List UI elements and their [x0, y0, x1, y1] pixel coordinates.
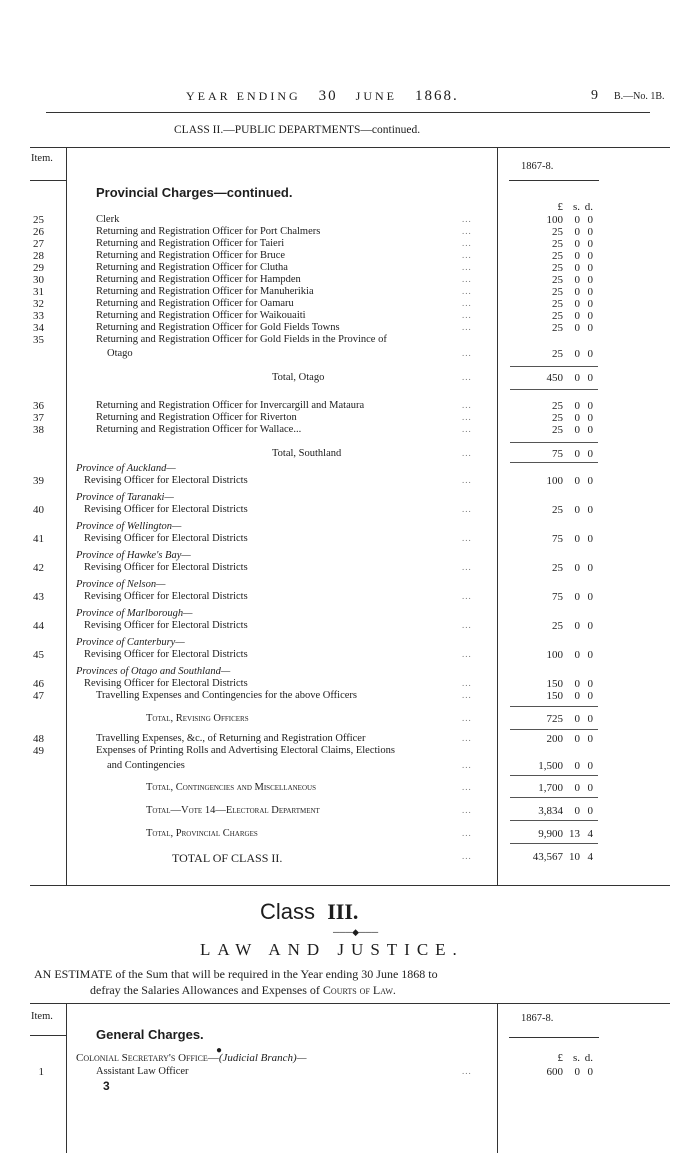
item-column-header: Item.	[31, 153, 53, 164]
item-description: Returning and Registration Officer for Clutha	[96, 262, 288, 273]
item-number: 47	[33, 690, 44, 702]
item-number: 41	[33, 533, 44, 545]
item-description: Total, Revising Officers	[146, 713, 249, 724]
item-description: Province of Nelson—	[76, 579, 166, 590]
item-description: Returning and Registration Officer for Taieri	[96, 238, 285, 249]
item-description: Total—Vote 14—Electoral Department	[146, 805, 320, 816]
total-row: Total, Otago ... 450 0 0	[272, 372, 593, 384]
section-heading: Provincial Charges—continued.	[96, 185, 293, 200]
table-row: 32 Returning and Registration Officer for Oamaru ... 25 0 0	[0, 298, 700, 311]
total-row: Total—Vote 14—Electoral Department ... 3,834 0 0	[146, 805, 593, 817]
table-row	[0, 745, 700, 758]
table-row: 25 Clerk ... 100 0 0	[0, 214, 700, 227]
item-number: 42	[33, 562, 44, 574]
item-number: 27	[33, 238, 44, 250]
item-description: Revising Officer for Electoral Districts	[84, 504, 248, 515]
year-column-header: 1867-8.	[521, 161, 554, 172]
item-description: Returning and Registration Officer for Wallace...	[96, 424, 302, 435]
item-description: Travelling Expenses and Contingencies for the above Officers	[96, 690, 357, 701]
table-row: 48 Travelling Expenses, &c., of Returning and Registration Officer ... 200 0 0	[0, 733, 700, 746]
item-description: Province of Marlborough—	[76, 608, 193, 619]
item-description: Returning and Registration Officer for Gold Fields Towns	[96, 322, 340, 333]
item-number: 45	[33, 649, 44, 661]
item-description: Revising Officer for Electoral Districts	[84, 620, 248, 631]
item-description: Province of Auckland—	[76, 463, 176, 474]
item-number: 28	[33, 250, 44, 262]
currency-header: £ s. d.	[557, 201, 593, 213]
footnote-number: 3	[103, 1079, 110, 1093]
estimate-line-2: defray the Salaries Allowances and Expenses of Courts of Law.	[90, 983, 396, 997]
grand-total-row: TOTAL OF CLASS II. ... 43,567 10 4	[172, 851, 593, 865]
table-row: and Contingencies ... 1,500 0 0	[107, 760, 593, 772]
office-heading: Colonial Secretary's Office—(Judicial Branch)—	[76, 1052, 307, 1064]
item-description: Total, Provincial Charges	[146, 828, 258, 839]
item-description: Expenses of Printing Rolls and Advertising Electoral Claims, Elections	[96, 745, 395, 756]
item-description: Province of Hawke's Bay—	[76, 550, 191, 561]
item-description: Province of Wellington—	[76, 521, 182, 532]
item-description: Province of Canterbury—	[76, 637, 185, 648]
class3-subtitle: LAW AND JUSTICE.	[200, 940, 464, 959]
item-description: Returning and Registration Officer for Port Chalmers	[96, 226, 321, 237]
item-number: 44	[33, 620, 44, 632]
class-heading: CLASS II.—PUBLIC DEPARTMENTS—continued.	[174, 124, 421, 136]
item-description: Returning and Registration Officer for Invercargill and Mataura	[96, 400, 365, 411]
item-number: 39	[33, 475, 44, 487]
table-row: 30 Returning and Registration Officer for Hampden ... 25 0 0	[0, 274, 700, 287]
item-number: 35	[33, 334, 44, 346]
item-number: 49	[33, 745, 44, 757]
item-number: 33	[33, 310, 44, 322]
item-number: 40	[33, 504, 44, 516]
item-number: 32	[33, 298, 44, 310]
class3-title: Class III.	[260, 899, 359, 924]
item-column-header-2: Item.	[31, 1011, 53, 1022]
item-description: and Contingencies	[107, 760, 185, 771]
table-row: 37 Returning and Registration Officer for Riverton ... 25 0 0	[0, 412, 700, 425]
table-row: 1 Assistant Law Officer ... 600 0 0	[38, 1066, 593, 1078]
total-row: Total, Provincial Charges ... 9,900 13 4	[146, 828, 593, 840]
item-description: Total, Southland	[272, 448, 342, 459]
currency-header-2: £ s. d.	[557, 1052, 593, 1064]
table-row: 38 Returning and Registration Officer for Wallace... ... 25 0 0	[0, 424, 700, 437]
item-number: 30	[33, 274, 44, 286]
item-number: 43	[33, 591, 44, 603]
table-row: 26 Returning and Registration Officer for Port Chalmers ... 25 0 0	[0, 226, 700, 239]
item-number: 46	[33, 678, 44, 690]
table-row: 44 Revising Officer for Electoral Districts ... 25 0 0	[0, 620, 700, 633]
document-reference: B.—No. 1B.	[614, 91, 665, 102]
item-description: Provinces of Otago and Southland—	[76, 666, 231, 677]
year-column-header-2: 1867-8.	[521, 1013, 554, 1024]
table-row: 45 Revising Officer for Electoral Districts ... 100 0 0	[0, 649, 700, 662]
ornament-diamond-icon: ───◆───	[333, 927, 379, 937]
item-description: Returning and Registration Officer for Gold Fields in the Province of	[96, 334, 387, 345]
table-row: 28 Returning and Registration Officer for Bruce ... 25 0 0	[0, 250, 700, 263]
table-row: 42 Revising Officer for Electoral Districts ... 25 0 0	[0, 562, 700, 575]
item-description: Total, Contingencies and Miscellaneous	[146, 782, 316, 793]
table-row: 31 Returning and Registration Officer for Manuherikia ... 25 0 0	[0, 286, 700, 299]
item-number: 31	[33, 286, 44, 298]
table-row: 34 Returning and Registration Officer for Gold Fields Towns ... 25 0 0	[0, 322, 700, 335]
table-row: 46 Revising Officer for Electoral Districts ... 150 0 0	[0, 678, 700, 691]
item-description: Travelling Expenses, &c., of Returning and Registration Officer	[96, 733, 366, 744]
table-row	[0, 334, 700, 347]
table-row: 36 Returning and Registration Officer for Invercargill and Mataura ... 25 0 0	[0, 400, 700, 413]
item-description: Returning and Registration Officer for Manuherikia	[96, 286, 314, 297]
table-row: 47 Travelling Expenses and Contingencies for the above Officers ... 150 0 0	[0, 690, 700, 703]
table-row: 27 Returning and Registration Officer for Taieri ... 25 0 0	[0, 238, 700, 251]
item-description: Returning and Registration Officer for Waikouaiti	[96, 310, 306, 321]
item-description: TOTAL OF CLASS II.	[172, 851, 283, 865]
table-row: 33 Returning and Registration Officer for Waikouaiti ... 25 0 0	[0, 310, 700, 323]
table-row: 39 Revising Officer for Electoral Districts ... 100 0 0	[0, 475, 700, 488]
item-description: Returning and Registration Officer for Hampden	[96, 274, 301, 285]
item-description: Revising Officer for Electoral Districts	[84, 591, 248, 602]
item-number: 48	[33, 733, 44, 745]
dot-mark: ●	[216, 1045, 223, 1056]
item-description: Revising Officer for Electoral Districts	[84, 475, 248, 486]
item-description: Total, Otago	[272, 372, 325, 383]
item-description: Revising Officer for Electoral Districts	[84, 533, 248, 544]
table-row: 40 Revising Officer for Electoral Districts ... 25 0 0	[0, 504, 700, 517]
page-title: YEAR ENDING 30 JUNE 1868.	[186, 88, 459, 104]
item-description: Returning and Registration Officer for Riverton	[96, 412, 297, 423]
table-row: 41 Revising Officer for Electoral Districts ... 75 0 0	[0, 533, 700, 546]
item-description: Revising Officer for Electoral Districts	[84, 649, 248, 660]
item-description: Returning and Registration Officer for Oamaru	[96, 298, 294, 309]
estimate-line-1: AN ESTIMATE of the Sum that will be required in the Year ending 30 June 1868 to	[34, 967, 438, 981]
item-description: Returning and Registration Officer for Bruce	[96, 250, 286, 261]
total-row: Total, Revising Officers ... 725 0 0	[146, 713, 593, 725]
item-description: Revising Officer for Electoral Districts	[84, 678, 248, 689]
item-description: Revising Officer for Electoral Districts	[84, 562, 248, 573]
page-number: 9	[591, 88, 598, 103]
item-number: 36	[33, 400, 44, 412]
item-number: 26	[33, 226, 44, 238]
item-description: Clerk	[96, 214, 120, 225]
item-number: 29	[33, 262, 44, 274]
table-row: 29 Returning and Registration Officer for Clutha ... 25 0 0	[0, 262, 700, 275]
item-number: 25	[33, 214, 44, 226]
table-row: Otago ... 25 0 0	[107, 348, 593, 360]
table-row: 43 Revising Officer for Electoral Districts ... 75 0 0	[0, 591, 700, 604]
total-row: Total, Southland ... 75 0 0	[272, 448, 593, 460]
item-number: 38	[33, 424, 44, 436]
total-row: Total, Contingencies and Miscellaneous ... 1,700 0 0	[146, 782, 593, 794]
item-description: Otago	[107, 348, 133, 359]
section-heading-2: General Charges.	[96, 1027, 204, 1042]
item-number: 37	[33, 412, 44, 424]
item-number: 34	[33, 322, 44, 334]
item-description: Province of Taranaki—	[76, 492, 174, 503]
